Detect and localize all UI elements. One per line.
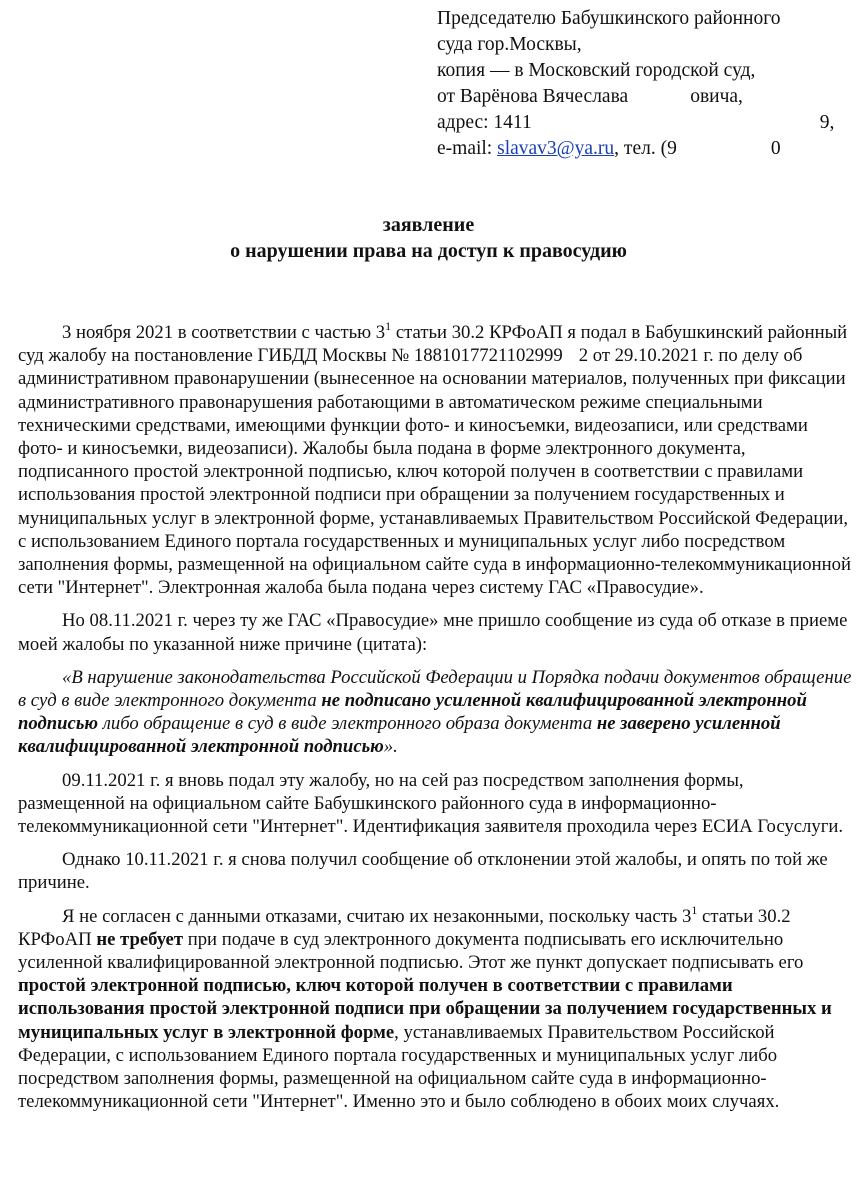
text-span: , устанавливаемых Правительством Российской Федерации, с использованием Единого портала государственных и муниципальных услуг либо посредством заполнения формы, размещенной на официальном сайте суда в информационно-телекоммуникационной сети "Интернет". Именно это и было соблюдено в обоих моих случаях. — [18, 1021, 780, 1113]
text-span: 3 ноября 2021 в соответствии с частью 3 — [62, 322, 386, 343]
text-span: ». — [383, 736, 398, 758]
title-line-2: о нарушении права на доступ к правосудию — [230, 240, 627, 262]
bold-span: простой электронной подписью, ключ которой получен в соответствии с правилами использования простой электронной подписи при обращении за получением государственных и муниципальных услуг в электронной форме — [18, 975, 832, 1043]
paragraph-1 — [18, 321, 852, 599]
text-span: при подаче в суд электронного документа подписывать его исключительно усиленной квалифицированной электронной подписью. Этот же пункт допускает подписывать его — [18, 928, 804, 974]
bold-span: не подписано усиленной квалифицированной электронной подписью — [18, 690, 807, 735]
addressee-line-2: суда гор.Москвы, — [437, 34, 582, 55]
address-end: 9, — [819, 112, 835, 133]
addressee-line-1: Председателю Бабушкинского районного — [437, 8, 781, 29]
text-span: либо обращение в суд в виде электронного образа документа — [98, 713, 597, 735]
document-body — [18, 321, 852, 1123]
text-span: 2 от 29.10.2021 г. по делу об административном правонарушении (вынесенное на основании материалов, полученных при фиксации административного правонарушения работающими в автоматическом режиме специальными техническими средствами, имеющими функции фото- и киносъемки, видеозаписи, или средствами фото- и киносъемки, видеозаписи). Жалобы была подана в форме электронного документа, подписанного простой электронной подписью, ключ которой получен в соответствии с правилами использования простой электронной подписи при обращении за получением государственных и муниципальных услуг в электронной форме, устанавливаемых Правительством Российской Федерации, с использованием Единого портала государственных и муниципальных услуг либо посредством заполнения формы, размещенной на официальном сайте суда в информационно-телекоммуникационной сети "Интернет". Электронная жалоба была подана через систему ГАС «Правосудие». — [18, 345, 851, 599]
sender-name-line — [437, 84, 852, 110]
bold-span: не требует — [96, 928, 184, 950]
phone-end: 0 — [770, 138, 781, 159]
text-span: статьи 30.2 КРФоАП я подал в Бабушкинский районный суд жалобу на постановление ГИБДД Москвы № 1881017721102999 — [18, 322, 848, 367]
superscript: 1 — [385, 319, 392, 333]
sender-name-end: овича, — [690, 86, 743, 107]
paragraph-2: Но 08.11.2021 г. через ту же ГАС «Правосудие» мне пришло сообщение из суда об отказе в приеме моей жалобы по указанной ниже причине (цитата): — [18, 610, 848, 655]
address-line — [437, 110, 852, 136]
paragraph-4: 09.11.2021 г. я вновь подал эту жалобу, но на сей раз посредством заполнения формы, размещенной на официальном сайте Бабушкинского районного суда в информационно-телекоммуникационной сети "Интернет". Идентификация заявителя проходила через ЕСИА Госуслуги. — [18, 769, 844, 838]
text-span: «В нарушение законодательства Российской Федерации и Порядка подачи документов обращение в суд в виде электронного документа — [18, 666, 852, 712]
email-label: e-mail: — [437, 138, 493, 159]
addressee-line-3: копия — в Московский городской суд, — [437, 60, 756, 81]
superscript: 1 — [691, 902, 698, 917]
document-title — [0, 212, 857, 264]
text-span: статьи 30.2 КРФоАП — [18, 905, 791, 950]
phone-start: , тел. (9 — [614, 138, 677, 159]
email-link[interactable]: slavav3@ya.ru — [497, 138, 615, 159]
text-span: Я не согласен с данными отказами, считаю их незаконными, поскольку часть 3 — [62, 905, 692, 927]
paragraph-5: Однако 10.11.2021 г. я снова получил сообщение об отклонении этой жалобы, и опять по той же причине. — [18, 849, 828, 894]
paragraph-quote — [18, 666, 852, 759]
paragraph-6 — [18, 902, 852, 1114]
title-line-1: заявление — [382, 214, 475, 236]
addressee-block — [437, 6, 852, 162]
sender-name-start: от Варёнова Вячеслава — [437, 86, 629, 107]
bold-span: не заверено усиленной квалифицированной электронной подписью — [18, 713, 781, 758]
address-start: адрес: 1411 — [437, 112, 532, 133]
contact-line — [437, 136, 852, 162]
